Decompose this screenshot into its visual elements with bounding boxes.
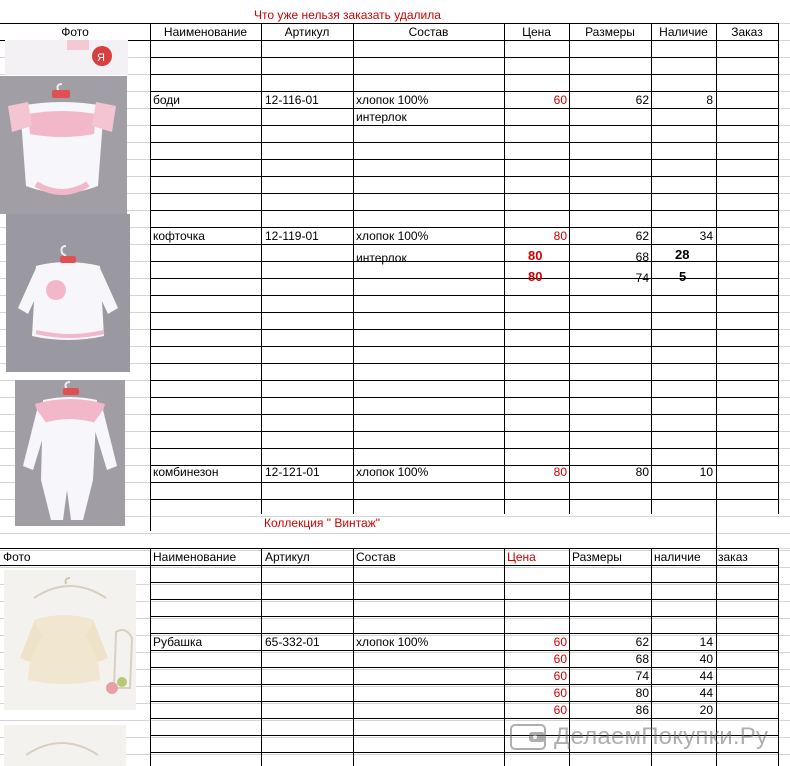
row-border [150,431,778,432]
item-size: 86 [635,703,649,717]
table1-header-1: Наименование [163,25,248,39]
column-border [778,548,779,766]
row-border [150,57,778,58]
item-price: 60 [553,669,567,683]
table1-header-6: Наличие [659,25,708,39]
row-border [150,295,778,296]
item-stock: 40 [699,652,713,666]
row-border [150,74,778,75]
column-border [150,23,151,514]
row-border [150,701,778,702]
table1-header-5: Размеры [585,25,635,39]
row-border [150,380,778,381]
row-border [150,718,778,719]
item-name: кофточка [153,229,205,243]
photo-romper[interactable] [15,380,125,526]
item-size: 80 [635,686,649,700]
gridline [0,533,790,534]
gridline [0,567,790,568]
row-border [150,108,778,109]
row-border [150,312,778,313]
item-name: боди [153,93,180,107]
item-size: 80 [635,465,649,479]
table1-header-0: Фото [61,25,89,39]
row-border [150,91,778,92]
row-border [150,650,778,651]
table1-header-3: Состав [408,25,449,39]
column-border [778,23,779,514]
item-article: 12-121-01 [265,465,320,479]
row-border [150,414,778,415]
item-article: 12-116-01 [265,93,319,107]
table1-header-7: Заказ [731,25,763,39]
item-size: 74 [635,271,649,285]
row-border [150,176,778,177]
column-border [716,23,717,514]
row-border [150,565,778,566]
row-border [150,633,778,634]
row-border [150,482,778,483]
photo-partial-bottom[interactable] [4,725,126,766]
row-border [150,346,778,347]
item-size: 62 [635,635,649,649]
row-border [150,582,778,583]
table2-header-4: Цена [507,550,536,564]
item-price: 80 [528,248,543,263]
row-border [150,244,778,245]
watermark-text: ДелаемПокупки.Ру [554,723,769,750]
row-border [150,159,778,160]
column-border [150,548,151,766]
item-size: 68 [635,652,649,666]
row-border [150,616,778,617]
header-border [0,548,778,549]
item-composition: интерлок [356,110,407,124]
row-border [150,752,778,753]
row-border [150,499,778,500]
item-article: 12-119-01 [265,229,319,243]
item-stock: 28 [675,247,690,262]
row-border [150,227,778,228]
notice-text: Что уже нельзя заказать удалила [254,8,441,22]
item-name: комбинезон [153,465,219,479]
item-stock: 34 [699,229,713,243]
watermark [510,723,768,751]
photo-top-partial[interactable] [5,40,128,75]
column-border [261,23,262,514]
item-composition: интерлок [356,251,407,265]
item-price: 80 [528,269,543,284]
item-article: 65-332-01 [265,635,320,649]
row-border [150,599,778,600]
item-size: 74 [635,669,649,683]
item-stock: 8 [706,93,713,107]
table2-header-7: заказ [718,550,748,564]
wallet-icon [510,724,546,750]
header-border [0,23,778,24]
item-size: 68 [635,250,649,264]
svg-text:Я: Я [97,52,105,64]
item-price: 60 [553,686,567,700]
item-name: Рубашка [153,635,203,649]
column-border [353,548,354,766]
row-border [150,363,778,364]
item-size: 62 [635,229,649,243]
column-border [353,23,354,514]
gridline [0,720,790,721]
photo-jacket[interactable] [6,214,130,372]
row-border [150,40,778,41]
column-border [150,514,151,531]
table2-header-0: Фото [3,550,31,564]
item-price: 60 [553,635,567,649]
column-border [261,548,262,766]
item-stock: 44 [699,686,713,700]
table1-header-4: Цена [522,25,551,39]
row-border [150,667,778,668]
item-price: 80 [553,229,567,243]
row-border [150,193,778,194]
item-price: 60 [553,703,567,717]
row-border [150,142,778,143]
item-stock: 14 [699,635,713,649]
table2-header-2: Артикул [265,550,310,564]
item-stock: 5 [679,269,687,284]
row-border [150,329,778,330]
item-stock: 44 [699,669,713,683]
item-price: 80 [553,465,567,479]
item-composition: хлопок 100% [356,93,429,107]
photo-shirt[interactable] [4,570,136,710]
table1-header-2: Артикул [284,25,330,39]
item-size: 62 [635,93,649,107]
table2-header-6: наличие [654,550,701,564]
item-price: 60 [553,652,567,666]
table2-header-5: Размеры [572,550,622,564]
item-price: 60 [553,93,567,107]
table2-header-3: Состав [356,550,396,564]
collection-title: Коллекция " Винтаж" [264,516,380,530]
row-border [150,397,778,398]
row-border [150,684,778,685]
item-composition: хлопок 100% [356,635,429,649]
photo-bodysuit[interactable] [0,76,127,214]
table2-header-1: Наименование [153,550,237,564]
row-border [150,125,778,126]
item-composition: хлопок 100% [356,465,429,479]
row-border [150,210,778,211]
item-stock: 10 [699,465,713,479]
column-border [716,514,717,548]
item-composition: хлопок 100% [356,229,429,243]
row-border [150,448,778,449]
item-stock: 20 [699,703,713,717]
